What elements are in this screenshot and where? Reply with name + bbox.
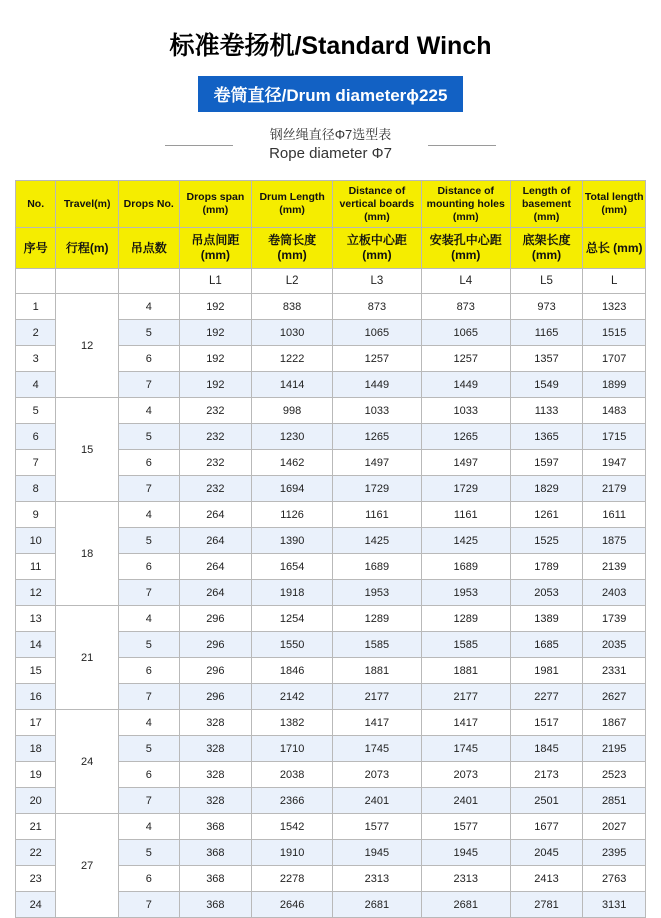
cell-drops: 7: [118, 372, 179, 398]
cell-drops: 4: [118, 606, 179, 632]
cell-no: 21: [16, 814, 56, 840]
cell-span: 368: [179, 840, 252, 866]
cell-vertical-boards: 1065: [332, 320, 421, 346]
col-header-basement-cn: 底架长度 (mm): [510, 228, 583, 269]
cell-mounting-holes: 1449: [421, 372, 510, 398]
cell-basement-length: 1845: [510, 736, 583, 762]
cell-drops: 6: [118, 866, 179, 892]
cell-mounting-holes: 2073: [421, 762, 510, 788]
code-l3: L3: [332, 269, 421, 294]
cell-drum-length: 1126: [252, 502, 333, 528]
cell-total-length: 2331: [583, 658, 646, 684]
cell-no: 14: [16, 632, 56, 658]
cell-drum-length: 1462: [252, 450, 333, 476]
cell-mounting-holes: 1257: [421, 346, 510, 372]
cell-travel: 24: [56, 710, 119, 814]
cell-vertical-boards: 1289: [332, 606, 421, 632]
cell-drum-length: 1542: [252, 814, 333, 840]
cell-no: 16: [16, 684, 56, 710]
cell-span: 232: [179, 424, 252, 450]
cell-span: 328: [179, 762, 252, 788]
cell-drum-length: 2366: [252, 788, 333, 814]
cell-total-length: 2523: [583, 762, 646, 788]
table-row: [16, 606, 646, 632]
cell-drops: 5: [118, 320, 179, 346]
cell-basement-length: 1677: [510, 814, 583, 840]
code-l: L: [583, 269, 646, 294]
table-row: [16, 814, 646, 840]
table-row: [16, 710, 646, 736]
table-head: [16, 181, 646, 294]
cell-no: 4: [16, 372, 56, 398]
cell-total-length: 1715: [583, 424, 646, 450]
cell-drum-length: 1918: [252, 580, 333, 606]
cell-vertical-boards: 2681: [332, 892, 421, 918]
cell-drops: 7: [118, 684, 179, 710]
cell-total-length: 1323: [583, 294, 646, 320]
cell-total-length: 2195: [583, 736, 646, 762]
cell-drops: 4: [118, 398, 179, 424]
cell-basement-length: 1357: [510, 346, 583, 372]
cell-basement-length: 2413: [510, 866, 583, 892]
cell-total-length: 1947: [583, 450, 646, 476]
cell-basement-length: 1517: [510, 710, 583, 736]
cell-no: 11: [16, 554, 56, 580]
cell-total-length: 2035: [583, 632, 646, 658]
cell-no: 18: [16, 736, 56, 762]
cell-drops: 6: [118, 762, 179, 788]
cell-total-length: 1515: [583, 320, 646, 346]
cell-vertical-boards: 2401: [332, 788, 421, 814]
code-l5: L5: [510, 269, 583, 294]
cell-span: 296: [179, 632, 252, 658]
rope-spec-cn: 钢丝绳直径Φ7选型表: [269, 127, 392, 142]
cell-travel: 27: [56, 814, 119, 918]
cell-no: 7: [16, 450, 56, 476]
cell-vertical-boards: 1745: [332, 736, 421, 762]
cell-drum-length: 1222: [252, 346, 333, 372]
cell-mounting-holes: 1265: [421, 424, 510, 450]
cell-vertical-boards: 1425: [332, 528, 421, 554]
cell-vertical-boards: 1033: [332, 398, 421, 424]
cell-span: 368: [179, 814, 252, 840]
rope-spec-en: Rope diameter Φ7: [269, 145, 392, 162]
col-header-vertical-cn: 立板中心距 (mm): [332, 228, 421, 269]
cell-vertical-boards: 1265: [332, 424, 421, 450]
header-row-codes: [16, 269, 646, 294]
cell-drum-length: 1550: [252, 632, 333, 658]
cell-travel: 15: [56, 398, 119, 502]
col-header-mounting-en: Distance of mounting holes (mm): [421, 181, 510, 228]
rule-left: [165, 145, 233, 146]
cell-drum-length: 1846: [252, 658, 333, 684]
code-l1: L1: [179, 269, 252, 294]
cell-no: 10: [16, 528, 56, 554]
cell-vertical-boards: 1417: [332, 710, 421, 736]
col-header-vertical-en: Distance of vertical boards (mm): [332, 181, 421, 228]
cell-drum-length: 1382: [252, 710, 333, 736]
cell-drum-length: 1254: [252, 606, 333, 632]
cell-mounting-holes: 1289: [421, 606, 510, 632]
cell-basement-length: 2173: [510, 762, 583, 788]
cell-drops: 4: [118, 502, 179, 528]
col-header-span-cn: 吊点间距 (mm): [179, 228, 252, 269]
code-travel: [56, 269, 119, 294]
cell-drops: 5: [118, 632, 179, 658]
col-header-span-en: Drops span (mm): [179, 181, 252, 228]
cell-total-length: 2139: [583, 554, 646, 580]
table-body: [16, 294, 646, 918]
cell-mounting-holes: 1689: [421, 554, 510, 580]
cell-total-length: 1739: [583, 606, 646, 632]
col-header-drops-en: Drops No.: [118, 181, 179, 228]
col-header-drops-cn: 吊点数: [118, 228, 179, 269]
cell-mounting-holes: 1745: [421, 736, 510, 762]
cell-vertical-boards: 1577: [332, 814, 421, 840]
cell-drum-length: 2142: [252, 684, 333, 710]
cell-span: 368: [179, 892, 252, 918]
cell-no: 1: [16, 294, 56, 320]
cell-drum-length: 1694: [252, 476, 333, 502]
cell-drops: 4: [118, 710, 179, 736]
col-header-total-en: Total length (mm): [583, 181, 646, 228]
page-title: 标准卷扬机/Standard Winch: [169, 32, 492, 60]
cell-span: 192: [179, 320, 252, 346]
rope-spec-block: [0, 126, 661, 164]
col-header-drum-en: Drum Length (mm): [252, 181, 333, 228]
cell-drops: 6: [118, 554, 179, 580]
cell-span: 328: [179, 788, 252, 814]
cell-no: 2: [16, 320, 56, 346]
code-no: [16, 269, 56, 294]
cell-drops: 7: [118, 580, 179, 606]
cell-no: 12: [16, 580, 56, 606]
cell-travel: 18: [56, 502, 119, 606]
cell-drops: 5: [118, 736, 179, 762]
cell-basement-length: 2045: [510, 840, 583, 866]
cell-total-length: 2179: [583, 476, 646, 502]
cell-travel: 21: [56, 606, 119, 710]
cell-no: 8: [16, 476, 56, 502]
cell-span: 264: [179, 502, 252, 528]
cell-basement-length: 973: [510, 294, 583, 320]
cell-span: 296: [179, 684, 252, 710]
cell-vertical-boards: 1945: [332, 840, 421, 866]
cell-span: 328: [179, 710, 252, 736]
cell-drops: 7: [118, 788, 179, 814]
code-l2: L2: [252, 269, 333, 294]
cell-mounting-holes: 1417: [421, 710, 510, 736]
cell-vertical-boards: 1881: [332, 658, 421, 684]
table-row: [16, 294, 646, 320]
cell-vertical-boards: 2313: [332, 866, 421, 892]
cell-span: 328: [179, 736, 252, 762]
rule-right: [428, 145, 496, 146]
cell-total-length: 2763: [583, 866, 646, 892]
cell-vertical-boards: 1729: [332, 476, 421, 502]
cell-drum-length: 1230: [252, 424, 333, 450]
cell-total-length: 2851: [583, 788, 646, 814]
cell-vertical-boards: 1497: [332, 450, 421, 476]
cell-basement-length: 1389: [510, 606, 583, 632]
col-header-total-cn: 总长 (mm): [583, 228, 646, 269]
cell-span: 264: [179, 554, 252, 580]
col-header-no-en: No.: [16, 181, 56, 228]
cell-total-length: 2027: [583, 814, 646, 840]
cell-drum-length: 1910: [252, 840, 333, 866]
table-row: [16, 398, 646, 424]
cell-basement-length: 1549: [510, 372, 583, 398]
cell-basement-length: 1981: [510, 658, 583, 684]
cell-total-length: 2403: [583, 580, 646, 606]
cell-vertical-boards: 1953: [332, 580, 421, 606]
cell-drum-length: 1654: [252, 554, 333, 580]
cell-no: 23: [16, 866, 56, 892]
cell-total-length: 1611: [583, 502, 646, 528]
cell-span: 368: [179, 866, 252, 892]
cell-no: 19: [16, 762, 56, 788]
cell-vertical-boards: 1585: [332, 632, 421, 658]
cell-drum-length: 1414: [252, 372, 333, 398]
cell-vertical-boards: 873: [332, 294, 421, 320]
cell-total-length: 1483: [583, 398, 646, 424]
cell-basement-length: 2501: [510, 788, 583, 814]
cell-mounting-holes: 1497: [421, 450, 510, 476]
cell-span: 192: [179, 372, 252, 398]
cell-mounting-holes: 1729: [421, 476, 510, 502]
cell-span: 264: [179, 528, 252, 554]
cell-basement-length: 1165: [510, 320, 583, 346]
cell-basement-length: 1525: [510, 528, 583, 554]
cell-total-length: 1875: [583, 528, 646, 554]
cell-drops: 4: [118, 294, 179, 320]
col-header-basement-en: Length of basement (mm): [510, 181, 583, 228]
cell-drops: 6: [118, 658, 179, 684]
cell-total-length: 3131: [583, 892, 646, 918]
cell-basement-length: 1789: [510, 554, 583, 580]
subtitle-banner-wrap: [0, 76, 661, 112]
cell-mounting-holes: 1585: [421, 632, 510, 658]
cell-mounting-holes: 1161: [421, 502, 510, 528]
cell-vertical-boards: 1689: [332, 554, 421, 580]
cell-drum-length: 2278: [252, 866, 333, 892]
cell-mounting-holes: 2177: [421, 684, 510, 710]
cell-no: 6: [16, 424, 56, 450]
cell-basement-length: 2053: [510, 580, 583, 606]
cell-no: 3: [16, 346, 56, 372]
cell-drum-length: 2038: [252, 762, 333, 788]
cell-mounting-holes: 1577: [421, 814, 510, 840]
cell-mounting-holes: 873: [421, 294, 510, 320]
cell-basement-length: 1597: [510, 450, 583, 476]
cell-total-length: 2627: [583, 684, 646, 710]
cell-mounting-holes: 1945: [421, 840, 510, 866]
cell-total-length: 1899: [583, 372, 646, 398]
cell-travel: 12: [56, 294, 119, 398]
cell-no: 17: [16, 710, 56, 736]
cell-basement-length: 1261: [510, 502, 583, 528]
cell-mounting-holes: 1425: [421, 528, 510, 554]
cell-drum-length: 1030: [252, 320, 333, 346]
cell-total-length: 2395: [583, 840, 646, 866]
cell-total-length: 1867: [583, 710, 646, 736]
cell-mounting-holes: 1881: [421, 658, 510, 684]
subtitle-banner: 卷筒直径/Drum diameterϕ225: [198, 76, 464, 112]
cell-drops: 7: [118, 892, 179, 918]
cell-span: 232: [179, 398, 252, 424]
cell-no: 22: [16, 840, 56, 866]
cell-drops: 6: [118, 346, 179, 372]
cell-drops: 5: [118, 528, 179, 554]
cell-drum-length: 1390: [252, 528, 333, 554]
cell-vertical-boards: 2177: [332, 684, 421, 710]
cell-drum-length: 838: [252, 294, 333, 320]
code-drops: [118, 269, 179, 294]
cell-basement-length: 2277: [510, 684, 583, 710]
code-l4: L4: [421, 269, 510, 294]
cell-no: 20: [16, 788, 56, 814]
header-row-en: [16, 181, 646, 228]
cell-vertical-boards: 1257: [332, 346, 421, 372]
cell-span: 192: [179, 294, 252, 320]
cell-no: 5: [16, 398, 56, 424]
cell-vertical-boards: 1161: [332, 502, 421, 528]
cell-vertical-boards: 2073: [332, 762, 421, 788]
cell-mounting-holes: 1953: [421, 580, 510, 606]
cell-vertical-boards: 1449: [332, 372, 421, 398]
col-header-no-cn: 序号: [16, 228, 56, 269]
col-header-travel-cn: 行程(m): [56, 228, 119, 269]
cell-no: 15: [16, 658, 56, 684]
cell-drops: 7: [118, 476, 179, 502]
cell-span: 232: [179, 450, 252, 476]
cell-mounting-holes: 2681: [421, 892, 510, 918]
cell-mounting-holes: 2401: [421, 788, 510, 814]
cell-span: 232: [179, 476, 252, 502]
cell-drum-length: 2646: [252, 892, 333, 918]
cell-basement-length: 1685: [510, 632, 583, 658]
cell-total-length: 1707: [583, 346, 646, 372]
cell-basement-length: 1829: [510, 476, 583, 502]
cell-no: 9: [16, 502, 56, 528]
cell-drops: 6: [118, 450, 179, 476]
cell-span: 296: [179, 658, 252, 684]
table-row: [16, 502, 646, 528]
cell-drum-length: 1710: [252, 736, 333, 762]
cell-basement-length: 1365: [510, 424, 583, 450]
col-header-drum-cn: 卷筒长度 (mm): [252, 228, 333, 269]
col-header-travel-en: Travel(m): [56, 181, 119, 228]
cell-drops: 5: [118, 424, 179, 450]
header-row-cn: [16, 228, 646, 269]
col-header-mounting-cn: 安装孔中心距 (mm): [421, 228, 510, 269]
cell-span: 296: [179, 606, 252, 632]
cell-basement-length: 2781: [510, 892, 583, 918]
cell-drops: 5: [118, 840, 179, 866]
cell-no: 13: [16, 606, 56, 632]
cell-no: 24: [16, 892, 56, 918]
specification-table: [15, 180, 646, 918]
cell-span: 192: [179, 346, 252, 372]
cell-mounting-holes: 1065: [421, 320, 510, 346]
cell-mounting-holes: 2313: [421, 866, 510, 892]
cell-basement-length: 1133: [510, 398, 583, 424]
cell-drum-length: 998: [252, 398, 333, 424]
cell-span: 264: [179, 580, 252, 606]
cell-mounting-holes: 1033: [421, 398, 510, 424]
cell-drops: 4: [118, 814, 179, 840]
